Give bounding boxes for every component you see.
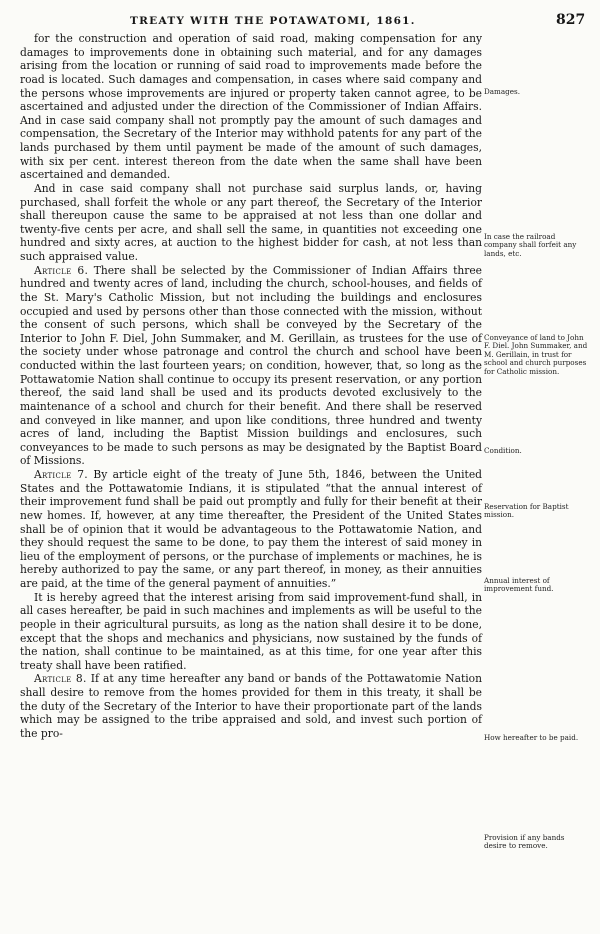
paragraph	[20, 591, 482, 673]
margin-note: Condition.	[484, 446, 522, 455]
running-title: TREATY WITH THE POTAWATOMI, 1861.	[130, 15, 416, 27]
margin-note: How hereafter to be paid.	[484, 733, 579, 742]
paragraph-text: There shall be selected by the Commissioner of Indian Affairs three hundred and twenty acres of land, including the church, school-houses, and fields of the St. Mary's Catholic Mission, but not including the buildings and enclosures occupied and used by persons other than those connected with the mission, without the consent of such persons, which shall be conveyed by the Secretary of the Interior to John F. Diel, John Summaker, and M. Gerillain, as trustees for the use of the society under whose patronage and control the church and school have been conducted within the last fourteen years; on condition, however, that, so long as the Pottawatomie Nation shall continue to occupy its present reservation, or any portion thereof, the said land shall be used and its products devoted exclusively to the maintenance of a school and church for their benefit. And there shall be reserved and conveyed in like manner, and upon like conditions, three hundred and twenty acres of land, including the Baptist Mission buildings and enclosures, such conveyances to be made to such persons as may be designated by the Baptist Board of Missions.	[20, 263, 483, 468]
paragraph-text: If at any time hereafter any band or bands of the Pottawatomie Nation shall desire to remove from the homes provided for them in this treaty, it shall be the duty of the Secretary of the Interior to have their proportionate part of the lands which may be assigned to the tribe appraised and sold, and invest such portion of the pro-	[20, 672, 482, 740]
article-label: Article 7.	[34, 468, 88, 481]
paragraph	[20, 182, 482, 264]
margin-note: Provision if any bands desire to remove.	[484, 833, 565, 851]
article-label: Article 8.	[34, 672, 87, 686]
paragraph-text: And in case said company shall not purchase said surplus lands, or, having purchased, shall forfeit the whole or any part thereof, the Secretary of the Interior shall thereupon cause the same to be appraised at not less than one dollar and twenty-five cents per acre, and shall sell the same, in quantities not exceeding one hundred and sixty acres, at auction to the highest bidder for cash, at not less than such appraised value.	[20, 181, 482, 263]
page-number: 827	[556, 12, 586, 28]
article-paragraph	[20, 468, 482, 591]
paragraph-text: for the construction and operation of said road, making compensation for any damages to improvements done in obtaining such material, and for any damages arising from the location or running of said road to improvements made before the road is located. Such damages and compensation, in cases where said company and the persons whose improvements are injured or property taken cannot agree, to be ascertained and adjusted under the direction of the Commissioner of Indian Affairs. And in case said company shall not promptly pay the amount of such damages and compensation, the Secretary of the Interior may withhold patents for any part of the lands purchased by them until payment be made of the amount of such damages, with six per cent. interest thereon from the date when the same shall have been ascertained and demanded.	[20, 32, 482, 182]
paragraph	[20, 32, 482, 182]
margin-note: Reservation for Baptist mission.	[484, 502, 569, 520]
paragraph-text: It is hereby agreed that the interest arising from said improvement-fund shall, in all cases hereafter, be paid in such machines and implements as will be useful to the people in their agricultural pursuits, as long as the nation shall desire it to be done, except that the shops and mechanics and physicians, now sustained by the funds of the nation, shall continue to be maintained, as at this time, for one year after this treaty shall have been ratified.	[20, 590, 482, 672]
article-paragraph	[20, 264, 482, 468]
margin-note: Damages.	[484, 87, 520, 96]
page-header	[0, 14, 600, 34]
body-text	[20, 32, 482, 741]
article-paragraph	[20, 672, 482, 740]
margin-note: Conveyance of land to John F. Diel. John Summaker, and M. Gerillain, in trust for school and church purposes for Catholic mission.	[484, 333, 588, 376]
article-label: Article 6.	[34, 263, 89, 277]
margin-note: In case the railroad company shall forfeit any lands, etc.	[484, 232, 577, 258]
margin-note: Annual interest of improvement fund.	[484, 576, 554, 594]
paragraph-text: By article eight of the treaty of June 5th, 1846, between the United States and the Pottawatomie Indians, it is stipulated “that the annual interest of their improvement fund shall be paid out promptly and fully for their benefit at their new homes. If, however, at any time thereafter, the President of the United States shall be of opinion that it would be advantageous to the Pottawatomie Nation, and they should request the same to be done, to pay them the interest of said money in lieu of the employment of persons, or the purchase of implements or machines, he is hereby authorized to pay the same, or any part thereof, in money, as their annuities are paid, at the time of the general payment of annuities.”	[20, 468, 483, 590]
